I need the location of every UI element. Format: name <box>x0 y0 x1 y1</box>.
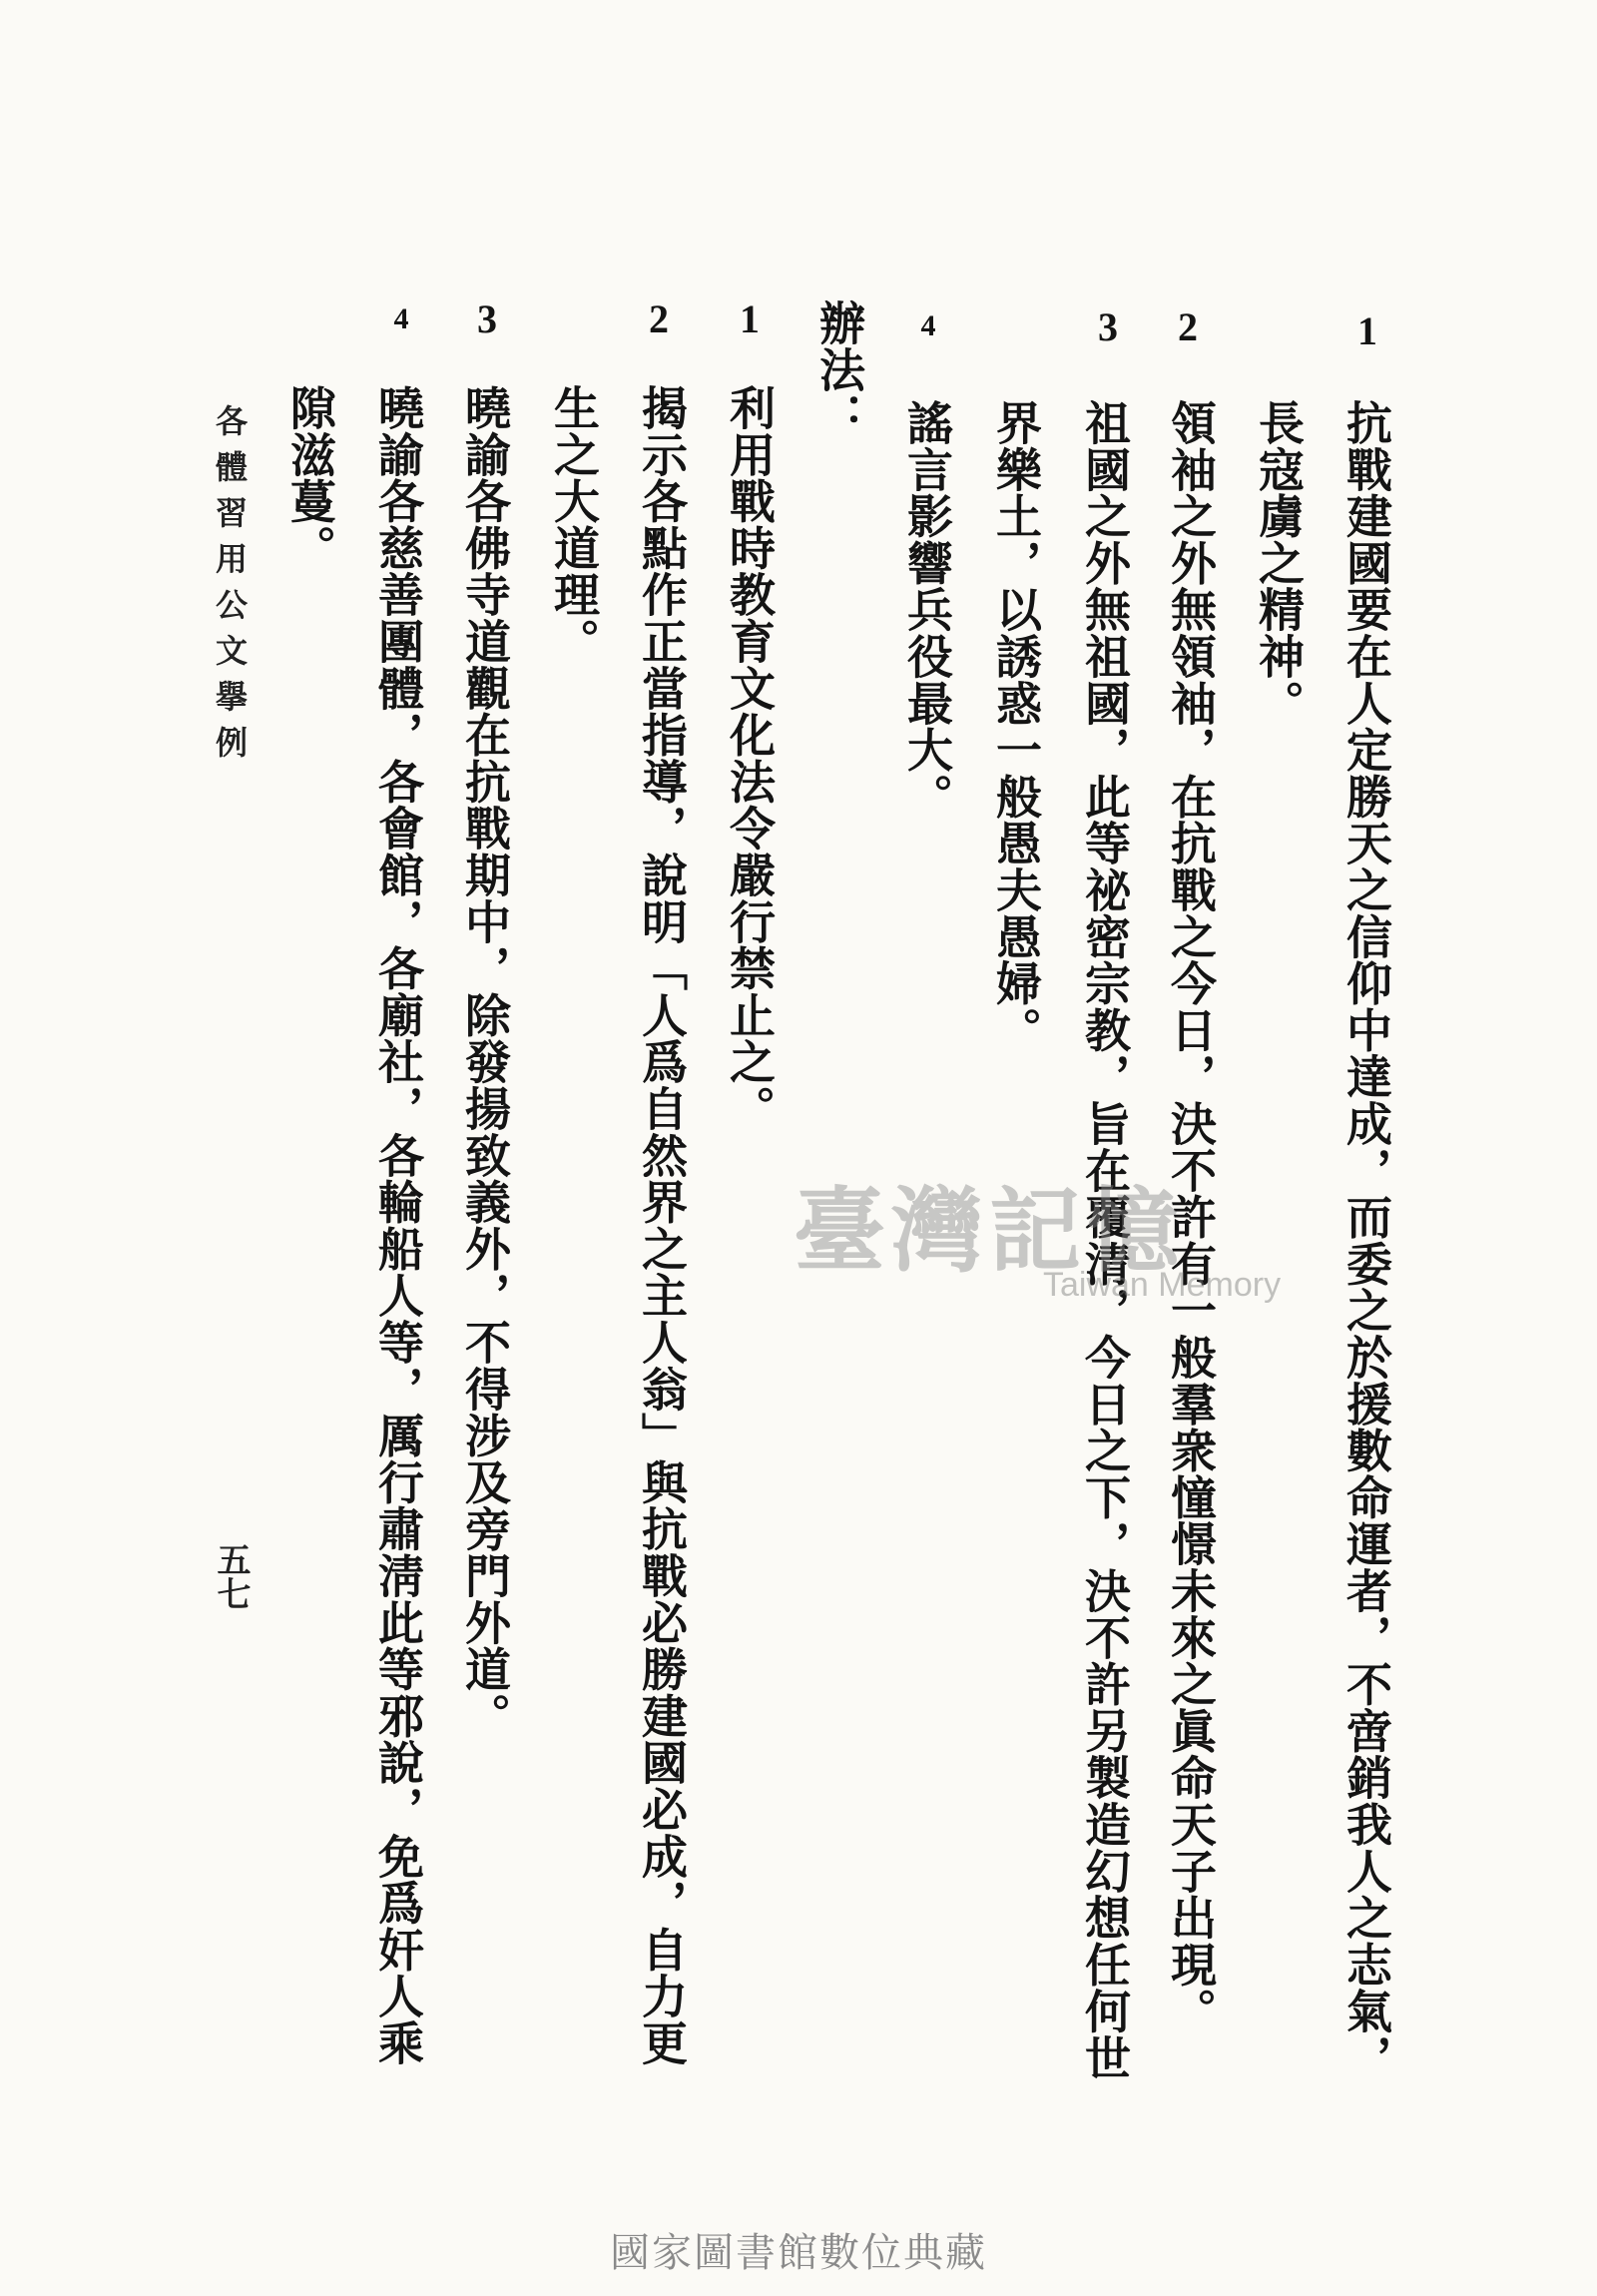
text-column-3b: 界樂土，以誘惑一般愚夫愚婦。 <box>989 399 1043 1054</box>
method-column-4b: 隙滋蔓。 <box>283 384 337 572</box>
item-number-1: 1 <box>1357 308 1377 353</box>
method-column-2b: 生之大道理。 <box>547 384 601 665</box>
page-number: 五七 <box>211 1542 251 1610</box>
watermark-title: 臺灣記憶 <box>794 1177 1186 1285</box>
watermark-subtitle: Taiwan Memory <box>1043 1266 1282 1304</box>
method-column-3: 曉諭各佛寺道觀在抗戰期中，除發揚致義外，不得涉及旁門外道。 <box>458 384 512 1740</box>
method-column-4a: 曉諭各慈善團體，各會館，各廟社，各輪船人等，厲行肅淸此等邪說，免爲奸人乘 <box>371 384 425 2066</box>
text-column-3a: 祖國之外無祖國，此等祕密宗教，旨在覆清，今日之下，決不許另製造幻想任何世 <box>1078 399 1132 2081</box>
method-number-4: 4 <box>393 302 409 335</box>
watermark-logo <box>794 1158 1313 1328</box>
item-number-4: 4 <box>920 309 936 342</box>
method-heading: 辦法： <box>812 299 866 440</box>
footer-caption: 國家圖書館數位典藏 <box>610 2230 987 2276</box>
method-number-2: 2 <box>649 296 669 341</box>
method-number-3: 3 <box>477 296 497 341</box>
item-number-2: 2 <box>1178 304 1198 349</box>
text-column-1b: 長寇虜之精神。 <box>1252 399 1306 727</box>
text-column-2: 領袖之外無領袖，在抗戰之今日，決不許有一般羣衆憧憬未來之眞命天子出現。 <box>1164 399 1218 2034</box>
running-head: 各體習用公文擧例 <box>211 404 249 772</box>
text-column-1a: 抗戰建國要在人定勝天之信仰中達成，而委之於援數命運者，不啻銷我人之志氣， <box>1339 399 1393 2081</box>
method-number-1: 1 <box>740 296 760 341</box>
method-column-2a: 揭示各點作正當指導，說明「人爲自然界之主人翁」與抗戰必勝建國必成，自力更 <box>635 384 689 2066</box>
text-column-4: 謠言影響兵役最大。 <box>900 399 954 821</box>
method-column-1: 利用戰時教育文化法令嚴行禁止之。 <box>723 384 777 1132</box>
item-number-3: 3 <box>1098 304 1118 349</box>
